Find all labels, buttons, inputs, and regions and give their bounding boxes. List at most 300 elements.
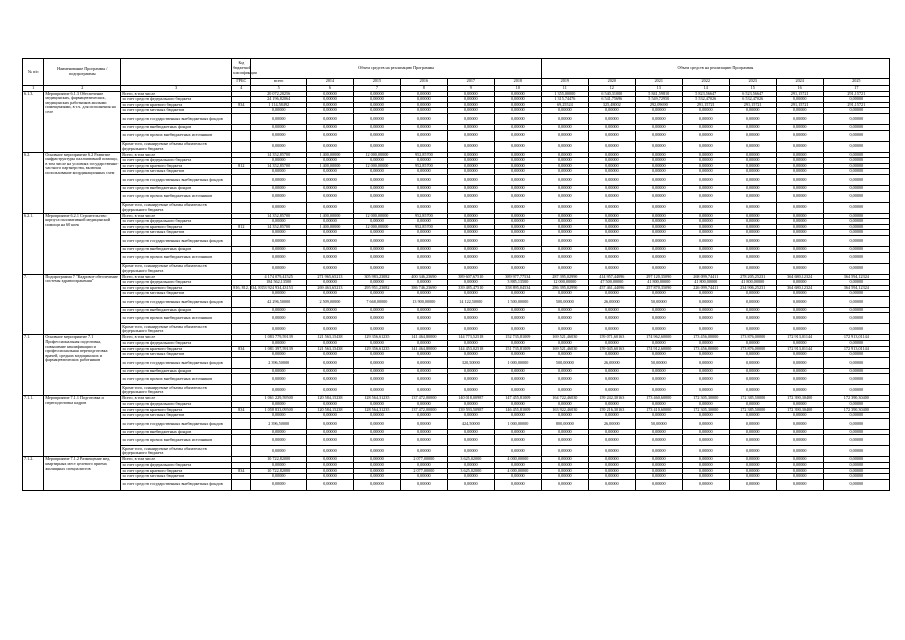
amount-cell: 0,00000 <box>635 446 682 457</box>
column-number: 9 <box>447 86 494 92</box>
header-group-a: Объем средств на реализацию Программы <box>251 59 541 79</box>
amount-cell: 500,00000 <box>541 296 588 307</box>
amount-cell: 0,00000 <box>588 291 635 297</box>
program-name: Подпрограмма 7 "Кадровое обеспечение системы здравоохранения" <box>44 274 121 335</box>
amount-cell: 800,00000 <box>541 418 588 429</box>
amount-cell: 0,00000 <box>541 446 588 457</box>
funding-source: за счет средств краевого бюджета <box>121 407 232 413</box>
amount-cell: 184 562,13500 <box>251 280 307 286</box>
amount-cell: 0,00000 <box>635 374 682 385</box>
table-row <box>23 252 890 263</box>
funding-source: за счет средств государственных внебюджетных фондов <box>121 296 232 307</box>
amount-cell: 0,00000 <box>494 141 541 152</box>
amount-cell: 0,00000 <box>251 313 307 324</box>
funding-source: за счет средств внебюджетных фондов <box>121 307 232 313</box>
amount-cell: 0,00000 <box>635 307 682 313</box>
amount-cell: 0,00000 <box>729 474 776 480</box>
amount-cell: 0,00000 <box>729 291 776 297</box>
row-number: 6.1.3. <box>23 91 44 152</box>
amount-cell: 0,00000 <box>635 113 682 124</box>
amount-cell: 0,00000 <box>306 474 353 480</box>
amount-cell: 0,00000 <box>251 307 307 313</box>
amount-cell: 0,00000 <box>588 219 635 225</box>
funding-source: за счет средств федерального бюджета <box>121 280 232 286</box>
amount-cell: 4 174 079,41525 <box>251 274 307 280</box>
amount-cell: 172 385,50000 <box>729 396 776 402</box>
amount-cell: 0,00000 <box>682 230 729 236</box>
column-number: 10 <box>494 86 541 92</box>
amount-cell: 389 977,77534 <box>494 274 541 280</box>
amount-cell: 0,00000 <box>588 468 635 474</box>
amount-cell: 0,00000 <box>588 463 635 469</box>
amount-cell: 163 922,46030 <box>541 407 588 413</box>
funding-source: Всего, в том числе <box>121 396 232 402</box>
amount-cell: 0,00000 <box>447 291 494 297</box>
amount-cell: 0,00000 <box>729 341 776 347</box>
amount-cell: 6 523,56647 <box>729 91 776 97</box>
amount-cell: 0,00000 <box>823 296 889 307</box>
amount-cell: 4 000,00000 <box>494 468 541 474</box>
amount-cell: 0,00000 <box>823 357 889 368</box>
amount-cell: 0,00000 <box>251 252 307 263</box>
amount-cell: 0,00000 <box>776 97 823 103</box>
amount-cell: 0,00000 <box>251 246 307 252</box>
amount-cell: 0,00000 <box>823 291 889 297</box>
amount-cell: 0,00000 <box>541 313 588 324</box>
funding-source: за счет средств прочих внебюджетных источников <box>121 313 232 324</box>
amount-cell: 0,00000 <box>306 313 353 324</box>
kbk-code: 812 <box>232 224 251 230</box>
amount-cell: 0,00000 <box>729 224 776 230</box>
amount-cell: 0,00000 <box>541 152 588 158</box>
header-year: 2024 <box>776 78 823 85</box>
row-number: 7.1.1. <box>23 396 44 457</box>
amount-cell: 0,00000 <box>306 230 353 236</box>
amount-cell: 364 594,12324 <box>823 274 889 280</box>
amount-cell: 0,00000 <box>541 202 588 213</box>
amount-cell: 50,00000 <box>635 296 682 307</box>
funding-source: за счет средств местных бюджетов <box>121 474 232 480</box>
amount-cell: 0,00000 <box>306 235 353 246</box>
amount-cell: 0,00000 <box>776 368 823 374</box>
amount-cell: 0,00000 <box>776 158 823 164</box>
amount-cell: 0,00000 <box>682 324 729 335</box>
amount-cell: 141 464,80000 <box>400 346 447 352</box>
amount-cell: 291,15721 <box>776 102 823 108</box>
amount-cell: 0,00000 <box>776 357 823 368</box>
kbk-code: 834 <box>232 346 251 352</box>
amount-cell: 0,00000 <box>776 324 823 335</box>
amount-cell: 358 895,04534 <box>494 285 541 291</box>
amount-cell: 0,00000 <box>682 263 729 274</box>
amount-cell: 0,00000 <box>447 124 494 130</box>
amount-cell: 0,00000 <box>776 185 823 191</box>
amount-cell: 389 607,67510 <box>447 274 494 280</box>
amount-cell: 0,00000 <box>682 307 729 313</box>
amount-cell: 0,00000 <box>682 152 729 158</box>
table-row <box>23 435 890 446</box>
amount-cell: 0,00000 <box>447 446 494 457</box>
table-row <box>23 374 890 385</box>
amount-cell: 0,00000 <box>823 429 889 435</box>
amount-cell: 0,00000 <box>635 429 682 435</box>
funding-source: Кроме того, планируемые объемы обязательств федерального бюджета <box>121 446 232 457</box>
amount-cell: 0,00000 <box>400 463 447 469</box>
amount-cell: 0,00000 <box>447 402 494 408</box>
amount-cell: 0,00000 <box>823 108 889 114</box>
amount-cell: 0,00000 <box>682 291 729 297</box>
funding-source: за счет средств федерального бюджета <box>121 341 232 347</box>
amount-cell: 0,00000 <box>635 313 682 324</box>
amount-cell: 0,00000 <box>353 97 400 103</box>
amount-cell: 0,00000 <box>776 230 823 236</box>
amount-cell: 0,00000 <box>635 152 682 158</box>
amount-cell: 0,00000 <box>494 213 541 219</box>
amount-cell: 0,00000 <box>353 352 400 358</box>
amount-cell: 0,00000 <box>682 446 729 457</box>
table-row <box>23 385 890 396</box>
amount-cell: 0,00000 <box>729 357 776 368</box>
amount-cell: 0,00000 <box>635 402 682 408</box>
funding-source: Всего, в том числе <box>121 213 232 219</box>
amount-cell: 0,00000 <box>400 429 447 435</box>
amount-cell: 0,00000 <box>353 368 400 374</box>
amount-cell: 0,00000 <box>776 352 823 358</box>
column-number: 2 <box>44 86 121 92</box>
amount-cell: 0,00000 <box>729 108 776 114</box>
program-name: Мероприятие 7.1.2 Размещение мед. квартирных мест целевого приема жилищных специалистов <box>44 457 121 490</box>
column-number: 1 <box>23 86 44 92</box>
amount-cell: 0,00000 <box>776 213 823 219</box>
amount-cell: 0,00000 <box>353 158 400 164</box>
amount-cell: 0,00000 <box>823 202 889 213</box>
amount-cell: 0,00000 <box>353 141 400 152</box>
amount-cell: 0,00000 <box>306 374 353 385</box>
amount-cell: 69,25524 <box>541 102 588 108</box>
amount-cell: 41 800,00000 <box>635 280 682 286</box>
amount-cell: 0,00000 <box>635 224 682 230</box>
amount-cell: 0,00000 <box>353 230 400 236</box>
amount-cell: 0,00000 <box>400 280 447 286</box>
funding-source: Кроме того, планируемые объемы обязательств федерального бюджета <box>121 263 232 274</box>
amount-cell: 0,00000 <box>776 402 823 408</box>
amount-cell: 0,00000 <box>353 435 400 446</box>
amount-cell: 0,00000 <box>635 324 682 335</box>
kbk-code <box>232 174 251 185</box>
program-name: Основное мероприятие 7.1 Профессиональная подготовка, повышение квалификации и профессиональная переподготовка врачей, средних медицинских и фармацевтических работников <box>44 335 121 396</box>
amount-cell: 952,85700 <box>400 213 447 219</box>
amount-cell: 0,00000 <box>400 113 447 124</box>
amount-cell: 1 058 833,09500 <box>251 407 307 413</box>
amount-cell: 128 564,31235 <box>353 396 400 402</box>
amount-cell: 0,00000 <box>447 413 494 419</box>
amount-cell: 0,00000 <box>729 246 776 252</box>
amount-cell: 0,00000 <box>353 418 400 429</box>
amount-cell: 0,00000 <box>447 263 494 274</box>
amount-cell: 0,00000 <box>353 174 400 185</box>
amount-cell: 169 521,46030 <box>541 346 588 352</box>
amount-cell: 0,00000 <box>447 313 494 324</box>
table-row <box>23 313 890 324</box>
amount-cell: 0,00000 <box>729 113 776 124</box>
amount-cell: 0,00000 <box>447 158 494 164</box>
amount-cell: 0,00000 <box>447 280 494 286</box>
amount-cell: 0,00000 <box>306 191 353 202</box>
amount-cell: 0,00000 <box>353 124 400 130</box>
amount-cell: 0,00000 <box>400 235 447 246</box>
amount-cell: 297 120,35090 <box>635 274 682 280</box>
column-number: 11 <box>541 86 588 92</box>
header-year: 2017 <box>447 78 494 85</box>
funding-source: за счет средств внебюджетных фондов <box>121 185 232 191</box>
amount-cell: 0,00000 <box>353 91 400 97</box>
amount-cell: 0,00000 <box>635 341 682 347</box>
amount-cell: 0,00000 <box>588 224 635 230</box>
amount-cell: 146 455,81009 <box>494 407 541 413</box>
amount-cell: 144 773,52518 <box>447 335 494 341</box>
amount-cell: 0,00000 <box>400 124 447 130</box>
amount-cell: 0,00000 <box>447 219 494 225</box>
header-year: 2023 <box>729 78 776 85</box>
amount-cell: 0,00000 <box>541 246 588 252</box>
kbk-code <box>232 130 251 141</box>
amount-cell: 0,00000 <box>682 185 729 191</box>
amount-cell: 14 352,85700 <box>251 163 307 169</box>
amount-cell: 0,00000 <box>251 158 307 164</box>
amount-cell: 291,15721 <box>823 91 889 97</box>
amount-cell: 0,00000 <box>776 374 823 385</box>
column-number: 5 <box>251 86 307 92</box>
amount-cell: 0,00000 <box>541 224 588 230</box>
amount-cell: 13 900,00000 <box>400 296 447 307</box>
amount-cell: 0,00000 <box>400 174 447 185</box>
amount-cell: 0,00000 <box>251 169 307 175</box>
amount-cell: 0,00000 <box>823 468 889 474</box>
amount-cell: 268 099,74411 <box>682 274 729 280</box>
amount-cell: 0,00000 <box>635 252 682 263</box>
amount-cell: 26,00000 <box>588 296 635 307</box>
table-row <box>23 446 890 457</box>
amount-cell: 169 521,46030 <box>541 335 588 341</box>
amount-cell: 0,00000 <box>251 352 307 358</box>
amount-cell: 0,00000 <box>541 185 588 191</box>
amount-cell: 2 077,00000 <box>400 457 447 463</box>
header-year: всего <box>251 78 307 85</box>
amount-cell: 0,00000 <box>400 202 447 213</box>
amount-cell: 0,00000 <box>306 130 353 141</box>
header-year: 2020 <box>588 78 635 85</box>
funding-source: Всего, в том числе <box>121 91 232 97</box>
funding-source: за счет средств государственных внебюджетных фондов <box>121 357 232 368</box>
amount-cell: 0,00000 <box>447 246 494 252</box>
column-number: 17 <box>823 86 889 92</box>
amount-cell: 0,00000 <box>729 230 776 236</box>
amount-cell: 0,00000 <box>447 202 494 213</box>
column-number: 3 <box>121 86 232 92</box>
amount-cell: 0,00000 <box>682 468 729 474</box>
column-number: 15 <box>729 86 776 92</box>
amount-cell: 0,00000 <box>353 235 400 246</box>
amount-cell: 0,00000 <box>251 385 307 396</box>
kbk-code <box>232 479 251 490</box>
amount-cell: 4 000,00000 <box>494 457 541 463</box>
header-kbk-sub: ГРБС <box>232 78 251 85</box>
amount-cell: 0,00000 <box>494 368 541 374</box>
amount-cell: 12 000,00000 <box>353 152 400 158</box>
amount-cell: 159 045,60163 <box>588 346 635 352</box>
amount-cell: 0,00000 <box>635 213 682 219</box>
amount-cell: 0,00000 <box>251 474 307 480</box>
amount-cell: 0,00000 <box>682 457 729 463</box>
amount-cell: 0,00000 <box>306 357 353 368</box>
amount-cell: 0,00000 <box>541 230 588 236</box>
amount-cell: 173 456,00000 <box>682 335 729 341</box>
amount-cell: 0,00000 <box>306 429 353 435</box>
amount-cell: 0,00000 <box>251 341 307 347</box>
amount-cell: 0,00000 <box>541 352 588 358</box>
amount-cell: 0,00000 <box>729 185 776 191</box>
amount-cell: 0,00000 <box>776 252 823 263</box>
amount-cell: 0,00000 <box>353 280 400 286</box>
amount-cell: 0,00000 <box>682 385 729 396</box>
table-row <box>23 479 890 490</box>
funding-source: Кроме того, планируемые объемы обязательств федерального бюджета <box>121 324 232 335</box>
amount-cell: 0,00000 <box>729 130 776 141</box>
column-number: 8 <box>400 86 447 92</box>
amount-cell: 0,00000 <box>823 368 889 374</box>
row-number: 7.1. <box>23 335 44 396</box>
amount-cell: 364 680,12324 <box>776 285 823 291</box>
amount-cell: 0,00000 <box>400 357 447 368</box>
amount-cell: 0,00000 <box>588 385 635 396</box>
header-year: 2019 <box>541 78 588 85</box>
funding-source: за счет средств прочих внебюджетных источников <box>121 435 232 446</box>
amount-cell: 0,00000 <box>729 457 776 463</box>
amount-cell: 952,85700 <box>400 224 447 230</box>
amount-cell: 0,00000 <box>251 191 307 202</box>
amount-cell: 0,00000 <box>682 313 729 324</box>
amount-cell: 952,85700 <box>400 163 447 169</box>
amount-cell: 0,00000 <box>494 446 541 457</box>
funding-source: за счет средств краевого бюджета <box>121 468 232 474</box>
amount-cell: 0,00000 <box>447 174 494 185</box>
amount-cell: 0,00000 <box>251 435 307 446</box>
amount-cell: 291,15721 <box>823 102 889 108</box>
amount-cell: 0,00000 <box>541 141 588 152</box>
funding-source: за счет средств государственных внебюджетных фондов <box>121 479 232 490</box>
amount-cell: 0,00000 <box>588 374 635 385</box>
amount-cell: 0,00000 <box>541 219 588 225</box>
amount-cell: 0,00000 <box>447 368 494 374</box>
funding-source: за счет средств местных бюджетов <box>121 169 232 175</box>
amount-cell: 0,00000 <box>682 169 729 175</box>
amount-cell: 1 114,58492 <box>251 102 307 108</box>
amount-cell: 0,00000 <box>823 413 889 419</box>
amount-cell: 0,00000 <box>447 435 494 446</box>
amount-cell: 0,00000 <box>729 429 776 435</box>
amount-cell: 0,00000 <box>353 479 400 490</box>
funding-source: Кроме того, планируемые объемы обязательств федерального бюджета <box>121 202 232 213</box>
funding-source: за счет средств местных бюджетов <box>121 413 232 419</box>
funding-source: Кроме того, планируемые объемы обязательств федерального бюджета <box>121 141 232 152</box>
amount-cell: 0,00000 <box>400 291 447 297</box>
amount-cell: 0,00000 <box>541 435 588 446</box>
amount-cell: 0,00000 <box>635 474 682 480</box>
amount-cell: 0,00000 <box>541 130 588 141</box>
amount-cell: 0,00000 <box>306 413 353 419</box>
funding-source: за счет средств прочих внебюджетных источников <box>121 130 232 141</box>
amount-cell: 0,00000 <box>494 413 541 419</box>
amount-cell: 0,00000 <box>541 468 588 474</box>
amount-cell: 0,00000 <box>823 158 889 164</box>
kbk-code <box>232 385 251 396</box>
amount-cell: 0,00000 <box>776 263 823 274</box>
amount-cell: 0,00000 <box>353 446 400 457</box>
kbk-code: 834 <box>232 102 251 108</box>
amount-cell: 0,00000 <box>541 402 588 408</box>
amount-cell: 0,00000 <box>494 130 541 141</box>
amount-cell: 0,00000 <box>251 124 307 130</box>
amount-cell: 0,00000 <box>447 91 494 97</box>
amount-cell: 0,00000 <box>400 246 447 252</box>
amount-cell: 0,00000 <box>823 341 889 347</box>
table-row <box>23 418 890 429</box>
amount-cell: 151 735,81009 <box>494 346 541 352</box>
document-page <box>22 58 890 491</box>
amount-cell: 1 500,00000 <box>494 296 541 307</box>
amount-cell: 172 913,01144 <box>776 335 823 341</box>
row-number: 7. <box>23 274 44 335</box>
amount-cell: 0,00000 <box>588 429 635 435</box>
amount-cell: 0,00000 <box>306 174 353 185</box>
amount-cell: 0,00000 <box>353 429 400 435</box>
amount-cell: 6 541,75696 <box>588 97 635 103</box>
kbk-code <box>232 235 251 246</box>
amount-cell: 0,00000 <box>494 313 541 324</box>
amount-cell: 0,00000 <box>400 263 447 274</box>
program-name: Мероприятие 6.1.3 Обеспечение медицинских, фармацевтических, медицинских работников жилыми помещениями, в т.ч. для исполнения на селе <box>44 91 121 152</box>
amount-cell: 0,00000 <box>541 252 588 263</box>
amount-cell: 0,00000 <box>682 224 729 230</box>
amount-cell: 0,00000 <box>400 374 447 385</box>
amount-cell: 0,00000 <box>400 474 447 480</box>
amount-cell: 0,00000 <box>635 457 682 463</box>
budget-table <box>22 58 890 491</box>
amount-cell: 172 913,01144 <box>823 335 889 341</box>
amount-cell: 0,00000 <box>729 202 776 213</box>
amount-cell: 0,00000 <box>541 457 588 463</box>
amount-cell: 0,00000 <box>635 141 682 152</box>
amount-cell: 0,00000 <box>306 352 353 358</box>
amount-cell: 0,00000 <box>823 435 889 446</box>
kbk-code <box>232 418 251 429</box>
kbk-code <box>232 357 251 368</box>
amount-cell: 0,00000 <box>400 141 447 152</box>
amount-cell: 0,00000 <box>353 468 400 474</box>
amount-cell: 0,00000 <box>635 246 682 252</box>
amount-cell: 0,00000 <box>729 163 776 169</box>
amount-cell: 0,00000 <box>635 385 682 396</box>
funding-source: за счет средств федерального бюджета <box>121 463 232 469</box>
amount-cell: 0,00000 <box>400 307 447 313</box>
amount-cell: 0,00000 <box>729 307 776 313</box>
amount-cell: 0,00000 <box>823 174 889 185</box>
amount-cell: 0,00000 <box>823 252 889 263</box>
amount-cell: 0,00000 <box>588 163 635 169</box>
amount-cell: 0,00000 <box>400 446 447 457</box>
amount-cell: 0,00000 <box>588 474 635 480</box>
amount-cell: 305 983,23082 <box>353 274 400 280</box>
